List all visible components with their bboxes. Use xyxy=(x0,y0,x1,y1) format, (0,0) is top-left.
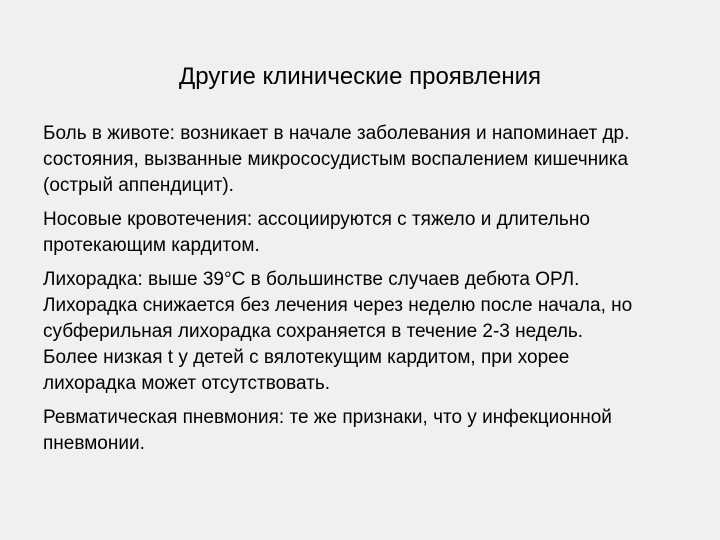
paragraph-fever xyxy=(43,267,693,397)
text-line: Ревматическая пневмония: те же признаки, что у инфекционной xyxy=(43,407,612,428)
text-line: (острый аппендицит). xyxy=(43,175,234,196)
text-line: пневмонии. xyxy=(43,433,145,454)
text-line: состояния, вызванные микрососудистым воспалением кишечника xyxy=(43,149,629,170)
paragraph-nosebleeds xyxy=(43,207,693,259)
text-line: Боль в животе: возникает в начале заболевания и напоминает др. xyxy=(43,123,630,144)
paragraph-abdominal-pain xyxy=(43,121,693,199)
text-line: Более низкая t у детей с вялотекущим кардитом, при хорее xyxy=(43,347,570,368)
text-line: протекающим кардитом. xyxy=(43,235,260,256)
text-line: Носовые кровотечения: ассоциируются с тяжело и длительно xyxy=(43,209,590,230)
text-line: субферильная лихорадка сохраняется в течение 2-3 недель. xyxy=(43,321,584,342)
text-line: лихорадка может отсутствовать. xyxy=(43,373,331,394)
paragraph-rheumatic-pneumonia xyxy=(43,405,693,457)
slide-body xyxy=(43,121,693,465)
text-line: Лихорадка снижается без лечения через неделю после начала, но xyxy=(43,295,633,316)
text-line: Лихорадка: выше 39°С в большинстве случаев дебюта ОРЛ. xyxy=(43,269,580,290)
slide-title: Другие клинические проявления xyxy=(178,63,541,90)
